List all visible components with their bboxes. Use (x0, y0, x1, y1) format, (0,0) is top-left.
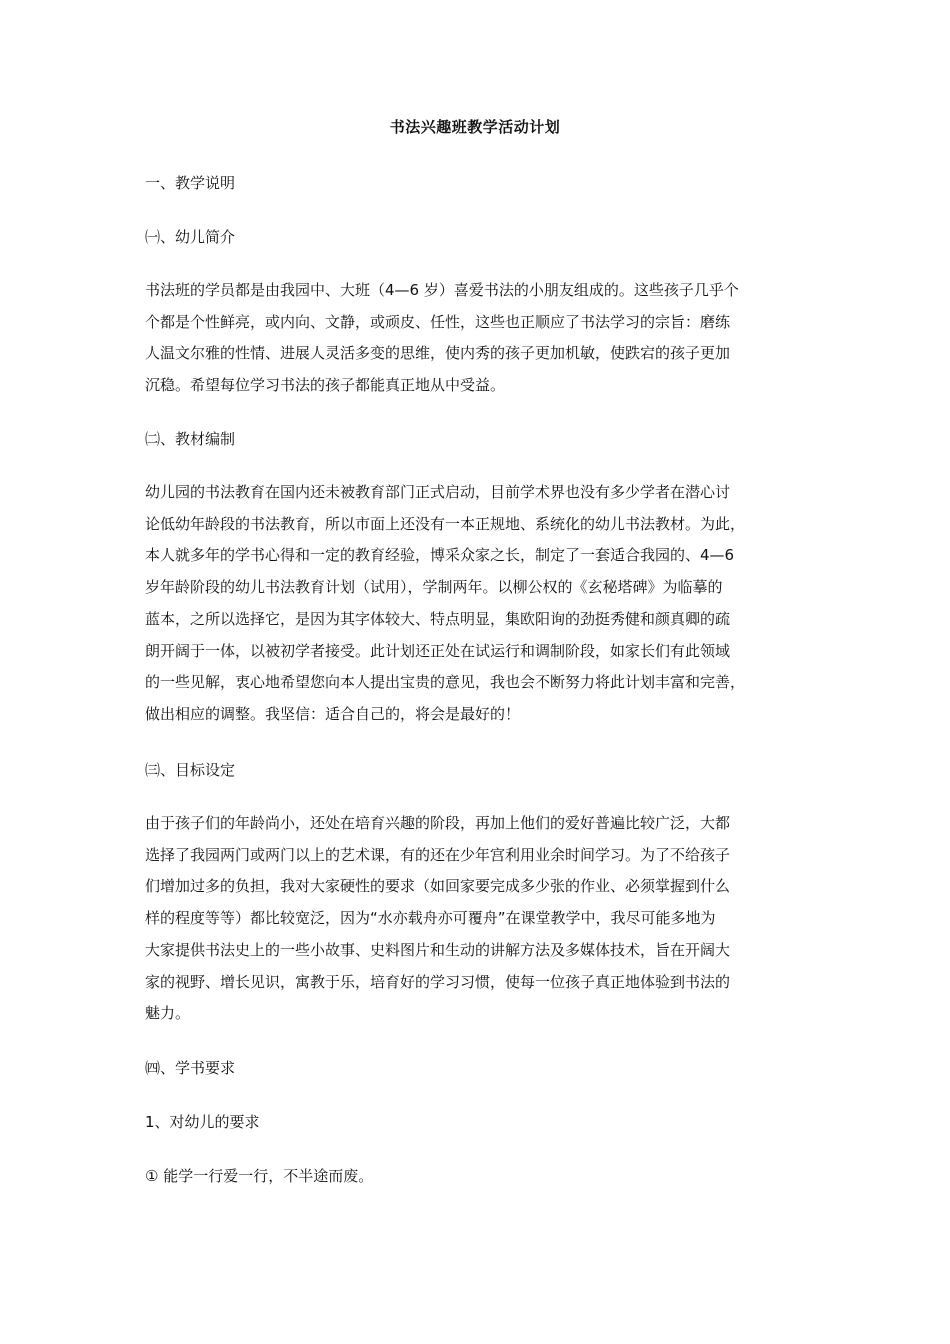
requirement-point-1: ① 能学一行爱一行，不半途而废。 (145, 1167, 374, 1185)
paragraph-line: 家的视野、增长见识，寓教于乐，培育好的学习习惯，使每一位孩子真正地体验到书法的 (145, 972, 731, 991)
paragraph-materials (145, 477, 807, 731)
paragraph-line: 的一些见解，衷心地希望您向本人提出宝贵的意见，我也会不断努力将此计划丰富和完善， (145, 673, 746, 692)
section-heading-teaching-notes: 一、教学说明 (145, 174, 236, 192)
paragraph-children-intro (145, 275, 807, 402)
paragraph-line: 岁年龄阶段的幼儿书法教育计划（试用），学制两年。以柳公权的《玄秘塔碑》为临摹的 (145, 578, 723, 597)
subsection-heading-children-intro: ㈠、幼儿简介 (145, 228, 236, 246)
paragraph-line: 人温文尔雅的性情、进展人灵活多变的思维，使内秀的孩子更加机敏，使跌宕的孩子更加 (145, 344, 731, 363)
paragraph-line: 魅力。 (145, 1004, 191, 1023)
document-title: 书法兴趣班教学活动计划 (389, 118, 561, 136)
paragraph-line: 选择了我园两门或两门以上的艺术课，有的还在少年宫利用业余时间学习。为了不给孩子 (145, 845, 731, 864)
paragraph-line: 蓝本，之所以选择它，是因为其字体较大、特点明显，集欧阳询的劲挺秀健和颜真卿的疏 (145, 609, 731, 628)
paragraph-line: 幼儿园的书法教育在国内还未被教育部门正式启动，目前学术界也没有多少学者在潜心讨 (145, 483, 731, 501)
paragraph-line: 本人就多年的学书心得和一定的教育经验，博采众家之长，制定了一套适合我园的、4—6 (145, 546, 735, 565)
paragraph-line: 大家提供书法史上的一些小故事、史料图片和生动的讲解方法及多媒体技术，旨在开阔大 (145, 940, 731, 959)
paragraph-line: 沉稳。希望每位学习书法的孩子都能真正地从中受益。 (145, 376, 506, 395)
paragraph-line: 们增加过多的负担，我对大家硬性的要求（如回家要完成多少张的作业、必须掌握到什么 (145, 877, 731, 896)
paragraph-line: 书法班的学员都是由我园中、大班（4—6 岁）喜爱书法的小朋友组成的。这些孩子几乎个 (145, 281, 739, 299)
subsection-heading-goals: ㈢、目标设定 (145, 761, 236, 779)
paragraph-line: 个都是个性鲜亮，或内向、文静，或顽皮、任性，这些也正顺应了书法学习的宗旨：磨练 (145, 312, 731, 331)
paragraph-line: 由于孩子们的年龄尚小，还处在培育兴趣的阶段，再加上他们的爱好普遍比较广泛，大都 (145, 814, 731, 832)
paragraph-line: 样的程度等等）都比较宽泛，因为“水亦载舟亦可覆舟”在课堂教学中，我尽可能多地为 (145, 909, 716, 928)
paragraph-line: 朗开阔于一体，以被初学者接受。此计划还正处在试运行和调制阶段，如家长们有此领域 (145, 641, 731, 660)
paragraph-line: 做出相应的调整。我坚信：适合自己的，将会是最好的！ (145, 704, 521, 723)
subsection-heading-requirements: ㈣、学书要求 (145, 1059, 236, 1077)
subsection-heading-materials: ㈡、教材编制 (145, 430, 236, 448)
paragraph-line: 论低幼年龄段的书法教育，所以市面上还没有一本正规地、系统化的幼儿书法教材。为此， (145, 514, 746, 533)
item-heading-children-requirements: 1、对幼儿的要求 (145, 1113, 260, 1131)
paragraph-goals (145, 808, 807, 1030)
